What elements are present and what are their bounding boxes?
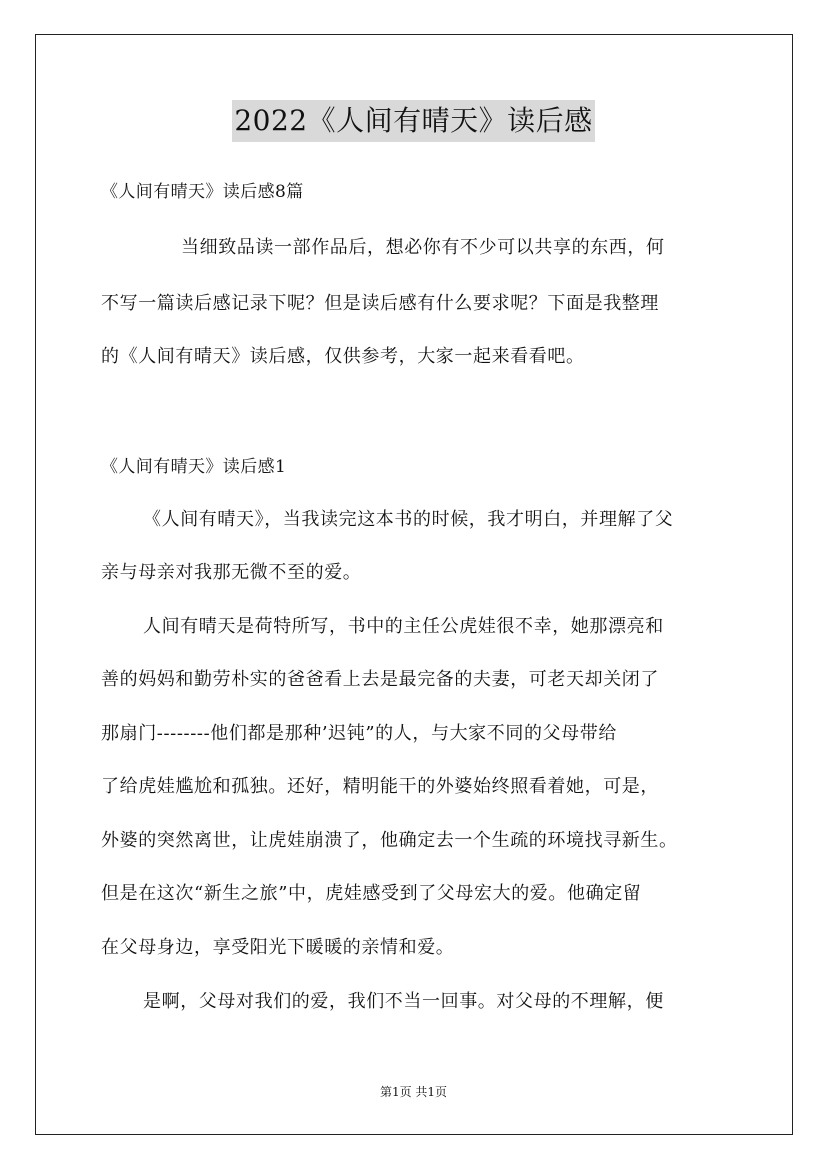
body-line-9: 在父母身边，享受阳光下暖暖的亲情和爱。 [101,937,455,958]
body-line-8: 但是在这次“新生之旅”中，虎娃感受到了父母宏大的爱。他确定留 [101,883,642,904]
body-line-3: 人间有晴天是荷特所写，书中的主任公虎娃很不幸，她那漂亮和 [143,616,664,637]
intro-line-3: 的《人间有晴天》读后感，仅供参考，大家一起来看看吧。 [101,346,585,367]
body-line-5: 那扇门--------他们都是那种’迟钝”的人，与大家不同的父母带给 [101,723,617,744]
body-line-6: 了给虎娃尴尬和孤独。还好，精明能干的外婆始终照看着她，可是， [101,776,659,797]
document-title: 2022《人间有晴天》读后感 [232,100,594,142]
body-line-2: 亲与母亲对我那无微不至的爱。 [101,562,362,583]
page-footer: 第1页 共1页 [379,1085,448,1099]
body-line-4: 善的妈妈和勤劳朴实的爸爸看上去是最完备的夫妻，可老天却关闭了 [101,669,659,690]
document-subtitle: 《人间有晴天》读后感8篇 [101,182,304,202]
title-container [0,100,827,142]
intro-line-1: 当细致品读一部作品后，想必你有不少可以共享的东西，何 [181,237,665,258]
body-line-7: 外婆的突然离世，让虎娃崩溃了，他确定去一个生疏的环境找寻新生。 [101,830,678,851]
body-line-10: 是啊，父母对我们的爱，我们不当一回事。对父母的不理解，便 [143,991,664,1012]
body-line-1: 《人间有晴天》，当我读完这本书的时候，我才明白，并理解了父 [143,509,674,530]
section-heading: 《人间有晴天》读后感1 [101,457,287,477]
intro-line-2: 不写一篇读后感记录下呢？但是读后感有什么要求呢？下面是我整理 [101,293,659,314]
